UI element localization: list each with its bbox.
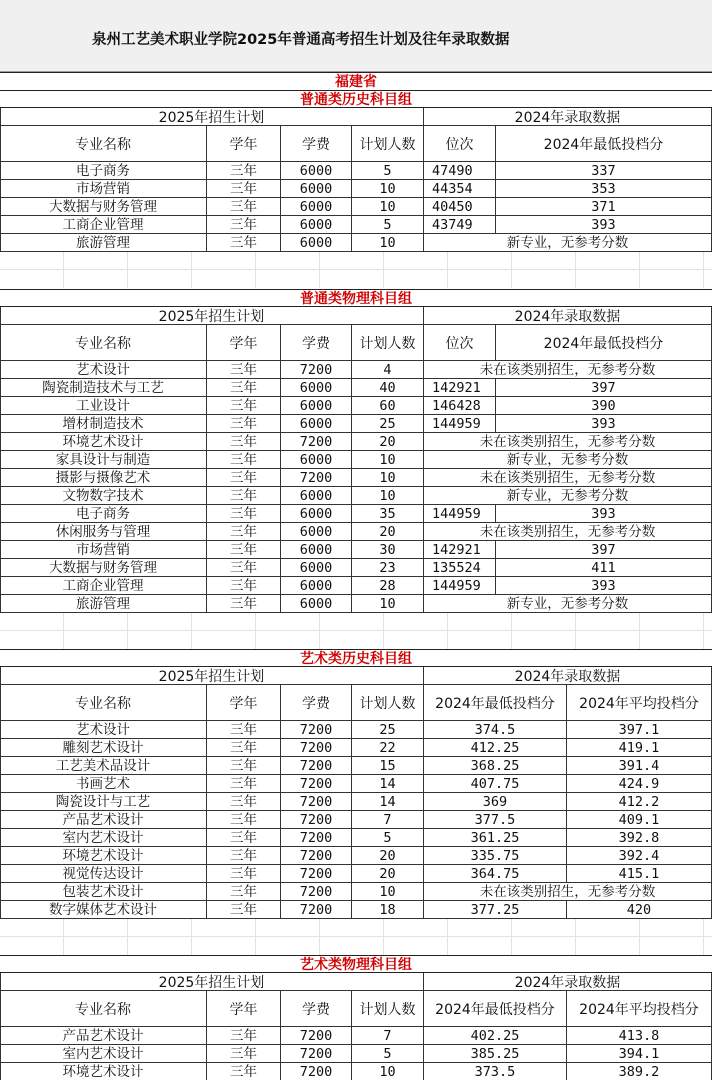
avg-score: 409.1 bbox=[567, 811, 712, 829]
table-row bbox=[0, 595, 712, 613]
col-header-major: 专业名称 bbox=[0, 126, 207, 162]
planned-quota: 5 bbox=[352, 829, 424, 847]
duration: 三年 bbox=[207, 775, 281, 793]
major-name: 增材制造技术 bbox=[0, 415, 207, 433]
rank-value: 47490 bbox=[424, 162, 496, 180]
planned-quota: 20 bbox=[352, 523, 424, 541]
tuition-fee: 6000 bbox=[281, 198, 352, 216]
col-header-years: 学年 bbox=[207, 126, 281, 162]
tuition-fee: 7200 bbox=[281, 847, 352, 865]
plan-group-header: 2025年招生计划 bbox=[0, 667, 424, 685]
planned-quota: 20 bbox=[352, 865, 424, 883]
major-name: 雕刻艺术设计 bbox=[0, 739, 207, 757]
table-row bbox=[0, 739, 712, 757]
rank-value: 142921 bbox=[424, 541, 496, 559]
section-title: 艺术类历史科目组 bbox=[0, 649, 712, 667]
tuition-fee: 6000 bbox=[281, 379, 352, 397]
major-name: 工商企业管理 bbox=[0, 577, 207, 595]
major-name: 文物数字技术 bbox=[0, 487, 207, 505]
duration: 三年 bbox=[207, 559, 281, 577]
col-header-min-score: 2024年最低投档分 bbox=[496, 325, 712, 361]
planned-quota: 15 bbox=[352, 757, 424, 775]
duration: 三年 bbox=[207, 811, 281, 829]
planned-quota: 5 bbox=[352, 162, 424, 180]
min-score: 368.25 bbox=[424, 757, 567, 775]
min-score: 393 bbox=[496, 216, 712, 234]
plan-group-header: 2025年招生计划 bbox=[0, 307, 424, 325]
planned-quota: 28 bbox=[352, 577, 424, 595]
table-row bbox=[0, 361, 712, 379]
duration: 三年 bbox=[207, 1063, 281, 1080]
avg-score: 419.1 bbox=[567, 739, 712, 757]
duration: 三年 bbox=[207, 397, 281, 415]
min-score: 390 bbox=[496, 397, 712, 415]
plan-group-header: 2025年招生计划 bbox=[0, 108, 424, 126]
planned-quota: 18 bbox=[352, 901, 424, 919]
tuition-fee: 7200 bbox=[281, 901, 352, 919]
planned-quota: 10 bbox=[352, 487, 424, 505]
major-name: 陶瓷制造技术与工艺 bbox=[0, 379, 207, 397]
major-name: 产品艺术设计 bbox=[0, 1027, 207, 1045]
min-score: 369 bbox=[424, 793, 567, 811]
admission-note: 新专业，无参考分数 bbox=[424, 234, 712, 252]
duration: 三年 bbox=[207, 847, 281, 865]
rank-value: 142921 bbox=[424, 379, 496, 397]
duration: 三年 bbox=[207, 433, 281, 451]
major-name: 家具设计与制造 bbox=[0, 451, 207, 469]
duration: 三年 bbox=[207, 180, 281, 198]
planned-quota: 10 bbox=[352, 1063, 424, 1080]
min-score: 393 bbox=[496, 415, 712, 433]
tuition-fee: 7200 bbox=[281, 829, 352, 847]
major-name: 休闲服务与管理 bbox=[0, 523, 207, 541]
tuition-fee: 7200 bbox=[281, 469, 352, 487]
planned-quota: 10 bbox=[352, 451, 424, 469]
table-row bbox=[0, 505, 712, 523]
planned-quota: 10 bbox=[352, 180, 424, 198]
major-name: 工业设计 bbox=[0, 397, 207, 415]
duration: 三年 bbox=[207, 523, 281, 541]
tuition-fee: 6000 bbox=[281, 595, 352, 613]
min-score: 393 bbox=[496, 577, 712, 595]
table-row bbox=[0, 180, 712, 198]
major-name: 视觉传达设计 bbox=[0, 865, 207, 883]
planned-quota: 7 bbox=[352, 811, 424, 829]
col-header-min-score: 2024年最低投档分 bbox=[496, 126, 712, 162]
admission-note: 未在该类别招生，无参考分数 bbox=[424, 469, 712, 487]
tuition-fee: 6000 bbox=[281, 577, 352, 595]
avg-score: 394.1 bbox=[567, 1045, 712, 1063]
tuition-fee: 7200 bbox=[281, 757, 352, 775]
rank-value: 135524 bbox=[424, 559, 496, 577]
duration: 三年 bbox=[207, 379, 281, 397]
tuition-fee: 6000 bbox=[281, 523, 352, 541]
col-header-plan: 计划人数 bbox=[352, 685, 424, 721]
min-score: 377.5 bbox=[424, 811, 567, 829]
planned-quota: 35 bbox=[352, 505, 424, 523]
major-name: 摄影与摄像艺术 bbox=[0, 469, 207, 487]
major-name: 艺术设计 bbox=[0, 721, 207, 739]
planned-quota: 20 bbox=[352, 847, 424, 865]
rank-value: 43749 bbox=[424, 216, 496, 234]
min-score: 411 bbox=[496, 559, 712, 577]
table-row bbox=[0, 487, 712, 505]
tuition-fee: 6000 bbox=[281, 162, 352, 180]
table-row bbox=[0, 793, 712, 811]
admission-group-header: 2024年录取数据 bbox=[424, 108, 712, 126]
major-name: 室内艺术设计 bbox=[0, 829, 207, 847]
tuition-fee: 6000 bbox=[281, 397, 352, 415]
duration: 三年 bbox=[207, 234, 281, 252]
major-name: 旅游管理 bbox=[0, 595, 207, 613]
duration: 三年 bbox=[207, 865, 281, 883]
rank-value: 44354 bbox=[424, 180, 496, 198]
duration: 三年 bbox=[207, 451, 281, 469]
table-row bbox=[0, 775, 712, 793]
tuition-fee: 7200 bbox=[281, 793, 352, 811]
tuition-fee: 7200 bbox=[281, 811, 352, 829]
table-row bbox=[0, 198, 712, 216]
planned-quota: 5 bbox=[352, 216, 424, 234]
duration: 三年 bbox=[207, 739, 281, 757]
col-header-major: 专业名称 bbox=[0, 685, 207, 721]
tuition-fee: 6000 bbox=[281, 559, 352, 577]
table-row bbox=[0, 469, 712, 487]
planned-quota: 23 bbox=[352, 559, 424, 577]
major-name: 数字媒体艺术设计 bbox=[0, 901, 207, 919]
avg-score: 397.1 bbox=[567, 721, 712, 739]
tuition-fee: 6000 bbox=[281, 216, 352, 234]
tuition-fee: 6000 bbox=[281, 180, 352, 198]
planned-quota: 10 bbox=[352, 198, 424, 216]
plan-group-header: 2025年招生计划 bbox=[0, 973, 424, 991]
admission-group-header: 2024年录取数据 bbox=[424, 973, 712, 991]
planned-quota: 20 bbox=[352, 433, 424, 451]
rank-value: 40450 bbox=[424, 198, 496, 216]
min-score: 374.5 bbox=[424, 721, 567, 739]
table-row bbox=[0, 234, 712, 252]
major-name: 环境艺术设计 bbox=[0, 1063, 207, 1080]
table-row bbox=[0, 865, 712, 883]
tuition-fee: 6000 bbox=[281, 505, 352, 523]
duration: 三年 bbox=[207, 198, 281, 216]
col-header-fee: 学费 bbox=[281, 126, 352, 162]
section-gap bbox=[0, 252, 712, 288]
min-score: 371 bbox=[496, 198, 712, 216]
table-row bbox=[0, 541, 712, 559]
tuition-fee: 7200 bbox=[281, 865, 352, 883]
col-header-plan: 计划人数 bbox=[352, 991, 424, 1027]
table-row bbox=[0, 757, 712, 775]
col-header-years: 学年 bbox=[207, 325, 281, 361]
section-title: 普通类历史科目组 bbox=[0, 90, 712, 108]
table-row bbox=[0, 433, 712, 451]
planned-quota: 10 bbox=[352, 595, 424, 613]
planned-quota: 40 bbox=[352, 379, 424, 397]
avg-score: 389.2 bbox=[567, 1063, 712, 1080]
duration: 三年 bbox=[207, 595, 281, 613]
major-name: 电子商务 bbox=[0, 162, 207, 180]
col-header-years: 学年 bbox=[207, 991, 281, 1027]
major-name: 环境艺术设计 bbox=[0, 433, 207, 451]
rank-value: 146428 bbox=[424, 397, 496, 415]
duration: 三年 bbox=[207, 901, 281, 919]
min-score: 407.75 bbox=[424, 775, 567, 793]
avg-score: 420 bbox=[567, 901, 712, 919]
duration: 三年 bbox=[207, 1045, 281, 1063]
admission-note: 未在该类别招生，无参考分数 bbox=[424, 361, 712, 379]
table-row bbox=[0, 397, 712, 415]
major-name: 旅游管理 bbox=[0, 234, 207, 252]
table-row bbox=[0, 721, 712, 739]
planned-quota: 4 bbox=[352, 361, 424, 379]
admission-group-header: 2024年录取数据 bbox=[424, 307, 712, 325]
col-header-min-score: 2024年最低投档分 bbox=[424, 991, 567, 1027]
tuition-fee: 6000 bbox=[281, 541, 352, 559]
tuition-fee: 7200 bbox=[281, 433, 352, 451]
tuition-fee: 7200 bbox=[281, 721, 352, 739]
duration: 三年 bbox=[207, 1027, 281, 1045]
table-row bbox=[0, 559, 712, 577]
avg-score: 412.2 bbox=[567, 793, 712, 811]
duration: 三年 bbox=[207, 541, 281, 559]
duration: 三年 bbox=[207, 577, 281, 595]
section-title: 普通类物理科目组 bbox=[0, 289, 712, 307]
col-header-rank: 位次 bbox=[424, 325, 496, 361]
admission-note: 新专业，无参考分数 bbox=[424, 487, 712, 505]
section-gap bbox=[0, 613, 712, 649]
rank-value: 144959 bbox=[424, 505, 496, 523]
major-name: 书画艺术 bbox=[0, 775, 207, 793]
duration: 三年 bbox=[207, 757, 281, 775]
tuition-fee: 7200 bbox=[281, 1045, 352, 1063]
planned-quota: 10 bbox=[352, 883, 424, 901]
admission-note: 未在该类别招生，无参考分数 bbox=[424, 433, 712, 451]
avg-score: 415.1 bbox=[567, 865, 712, 883]
table-row bbox=[0, 901, 712, 919]
tuition-fee: 7200 bbox=[281, 361, 352, 379]
col-header-plan: 计划人数 bbox=[352, 126, 424, 162]
avg-score: 392.8 bbox=[567, 829, 712, 847]
tuition-fee: 6000 bbox=[281, 487, 352, 505]
major-name: 包装艺术设计 bbox=[0, 883, 207, 901]
table-row bbox=[0, 577, 712, 595]
avg-score: 424.9 bbox=[567, 775, 712, 793]
col-header-years: 学年 bbox=[207, 685, 281, 721]
major-name: 陶瓷设计与工艺 bbox=[0, 793, 207, 811]
table-row bbox=[0, 162, 712, 180]
tuition-fee: 7200 bbox=[281, 739, 352, 757]
section-gap bbox=[0, 919, 712, 955]
min-score: 397 bbox=[496, 541, 712, 559]
duration: 三年 bbox=[207, 469, 281, 487]
major-name: 大数据与财务管理 bbox=[0, 559, 207, 577]
tuition-fee: 6000 bbox=[281, 451, 352, 469]
section-title: 艺术类物理科目组 bbox=[0, 955, 712, 973]
min-score: 393 bbox=[496, 505, 712, 523]
column-header-row bbox=[0, 126, 712, 162]
table-row bbox=[0, 216, 712, 234]
planned-quota: 25 bbox=[352, 721, 424, 739]
min-score: 385.25 bbox=[424, 1045, 567, 1063]
rank-value: 144959 bbox=[424, 415, 496, 433]
table-row bbox=[0, 1045, 712, 1063]
group-header-row bbox=[0, 667, 712, 685]
major-name: 市场营销 bbox=[0, 541, 207, 559]
rank-value: 144959 bbox=[424, 577, 496, 595]
document-title: 泉州工艺美术职业学院2025年普通高考招生计划及往年录取数据 bbox=[92, 32, 510, 48]
min-score: 412.25 bbox=[424, 739, 567, 757]
admission-group-header: 2024年录取数据 bbox=[424, 667, 712, 685]
duration: 三年 bbox=[207, 162, 281, 180]
min-score: 353 bbox=[496, 180, 712, 198]
tuition-fee: 7200 bbox=[281, 883, 352, 901]
table-row bbox=[0, 883, 712, 901]
planned-quota: 25 bbox=[352, 415, 424, 433]
tuition-fee: 7200 bbox=[281, 1063, 352, 1080]
duration: 三年 bbox=[207, 883, 281, 901]
col-header-plan: 计划人数 bbox=[352, 325, 424, 361]
table-row bbox=[0, 379, 712, 397]
table-row bbox=[0, 523, 712, 541]
duration: 三年 bbox=[207, 361, 281, 379]
duration: 三年 bbox=[207, 793, 281, 811]
table-row bbox=[0, 1063, 712, 1080]
planned-quota: 22 bbox=[352, 739, 424, 757]
duration: 三年 bbox=[207, 487, 281, 505]
column-header-row bbox=[0, 685, 712, 721]
major-name: 环境艺术设计 bbox=[0, 847, 207, 865]
min-score: 402.25 bbox=[424, 1027, 567, 1045]
min-score: 335.75 bbox=[424, 847, 567, 865]
duration: 三年 bbox=[207, 829, 281, 847]
major-name: 大数据与财务管理 bbox=[0, 198, 207, 216]
major-name: 工商企业管理 bbox=[0, 216, 207, 234]
min-score: 377.25 bbox=[424, 901, 567, 919]
major-name: 室内艺术设计 bbox=[0, 1045, 207, 1063]
tuition-fee: 7200 bbox=[281, 1027, 352, 1045]
table-row bbox=[0, 811, 712, 829]
planned-quota: 30 bbox=[352, 541, 424, 559]
admission-note: 未在该类别招生，无参考分数 bbox=[424, 523, 712, 541]
planned-quota: 60 bbox=[352, 397, 424, 415]
col-header-rank: 位次 bbox=[424, 126, 496, 162]
avg-score: 392.4 bbox=[567, 847, 712, 865]
duration: 三年 bbox=[207, 415, 281, 433]
tuition-fee: 6000 bbox=[281, 415, 352, 433]
major-name: 市场营销 bbox=[0, 180, 207, 198]
major-name: 工艺美术品设计 bbox=[0, 757, 207, 775]
min-score: 373.5 bbox=[424, 1063, 567, 1080]
col-header-major: 专业名称 bbox=[0, 991, 207, 1027]
tuition-fee: 7200 bbox=[281, 775, 352, 793]
col-header-major: 专业名称 bbox=[0, 325, 207, 361]
tuition-fee: 6000 bbox=[281, 234, 352, 252]
planned-quota: 14 bbox=[352, 793, 424, 811]
admission-note: 新专业，无参考分数 bbox=[424, 595, 712, 613]
duration: 三年 bbox=[207, 216, 281, 234]
avg-score: 413.8 bbox=[567, 1027, 712, 1045]
duration: 三年 bbox=[207, 721, 281, 739]
province-label: 福建省 bbox=[0, 72, 712, 90]
table-row bbox=[0, 847, 712, 865]
planned-quota: 14 bbox=[352, 775, 424, 793]
group-header-row bbox=[0, 973, 712, 991]
group-header-row bbox=[0, 307, 712, 325]
major-name: 艺术设计 bbox=[0, 361, 207, 379]
min-score: 364.75 bbox=[424, 865, 567, 883]
major-name: 产品艺术设计 bbox=[0, 811, 207, 829]
table-row bbox=[0, 451, 712, 469]
planned-quota: 10 bbox=[352, 469, 424, 487]
col-header-fee: 学费 bbox=[281, 991, 352, 1027]
table-row bbox=[0, 829, 712, 847]
col-header-avg-score: 2024年平均投档分 bbox=[567, 685, 712, 721]
min-score: 361.25 bbox=[424, 829, 567, 847]
column-header-row bbox=[0, 991, 712, 1027]
min-score: 337 bbox=[496, 162, 712, 180]
min-score: 397 bbox=[496, 379, 712, 397]
planned-quota: 7 bbox=[352, 1027, 424, 1045]
table-row bbox=[0, 1027, 712, 1045]
planned-quota: 10 bbox=[352, 234, 424, 252]
col-header-min-score: 2024年最低投档分 bbox=[424, 685, 567, 721]
duration: 三年 bbox=[207, 505, 281, 523]
major-name: 电子商务 bbox=[0, 505, 207, 523]
col-header-fee: 学费 bbox=[281, 685, 352, 721]
admission-note: 未在该类别招生，无参考分数 bbox=[424, 883, 712, 901]
table-row bbox=[0, 415, 712, 433]
group-header-row bbox=[0, 108, 712, 126]
avg-score: 391.4 bbox=[567, 757, 712, 775]
document-title-box bbox=[0, 0, 712, 72]
col-header-avg-score: 2024年平均投档分 bbox=[567, 991, 712, 1027]
column-header-row bbox=[0, 325, 712, 361]
col-header-fee: 学费 bbox=[281, 325, 352, 361]
admission-note: 新专业，无参考分数 bbox=[424, 451, 712, 469]
planned-quota: 5 bbox=[352, 1045, 424, 1063]
